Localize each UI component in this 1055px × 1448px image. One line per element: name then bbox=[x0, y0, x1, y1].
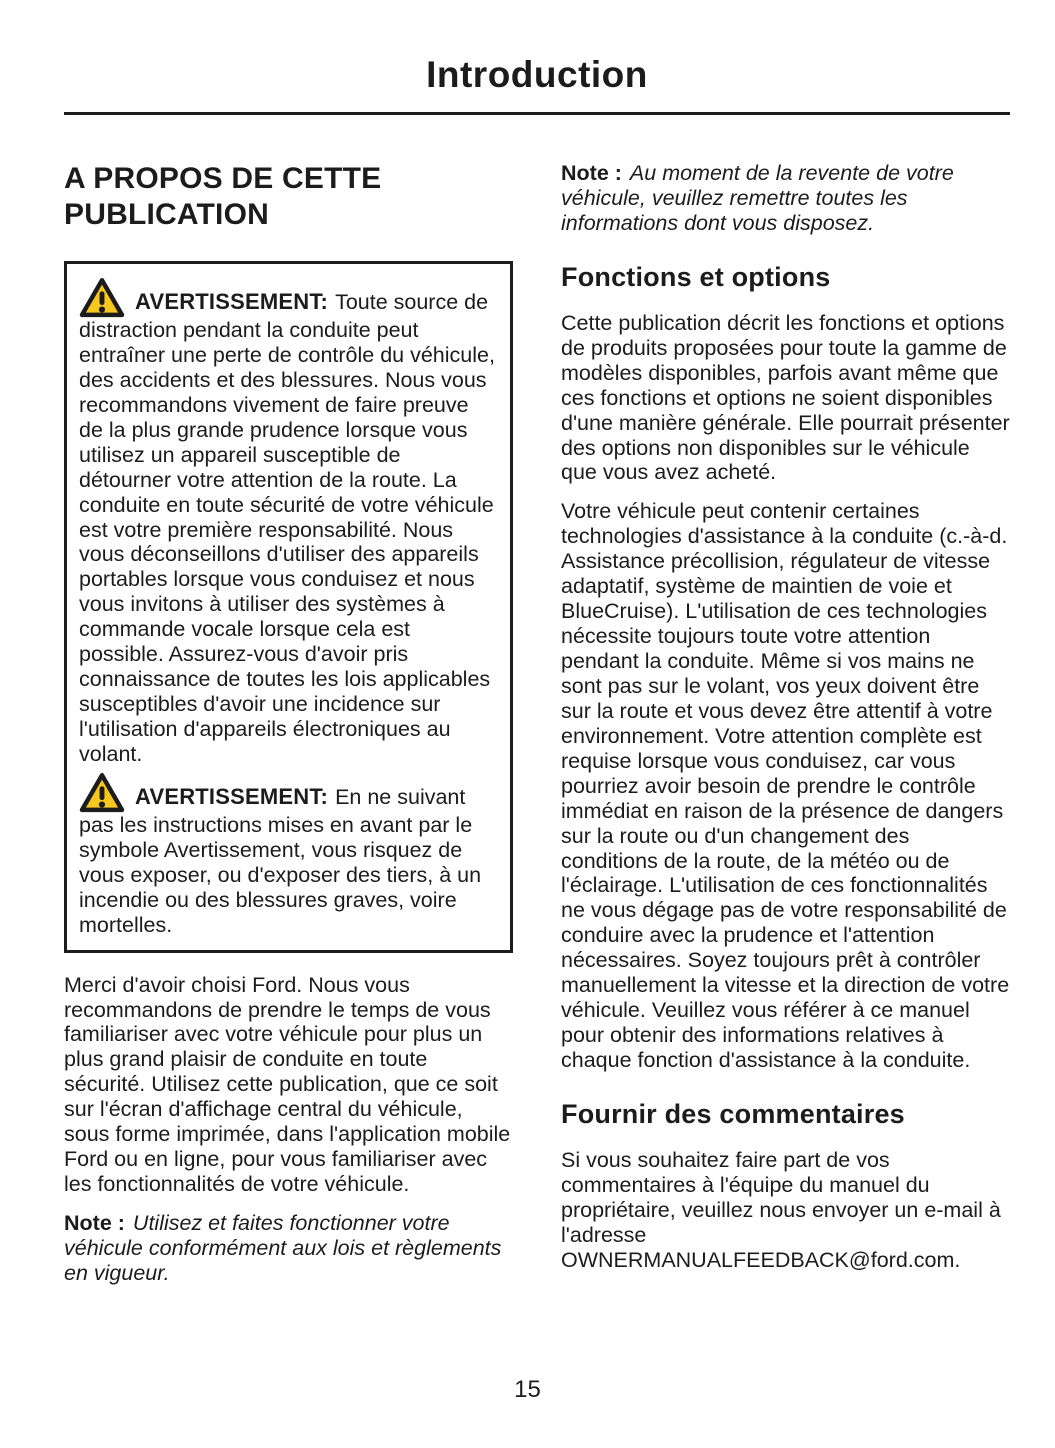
warning-triangle-icon bbox=[79, 773, 135, 813]
heading-fournir-des-commentaires: Fournir des commentaires bbox=[561, 1098, 905, 1129]
warning-label: AVERTISSEMENT: bbox=[135, 783, 329, 809]
warning-triangle-icon bbox=[79, 278, 135, 318]
note-paragraph bbox=[561, 161, 1010, 236]
body-paragraph: Si vous souhaitez faire part de vos commentaires à l'équipe du manuel du propriétaire, veuillez nous envoyer un e-mail à l'adresse OWNERMANUALFEEDBACK@ford.com. bbox=[561, 1147, 1001, 1272]
warning-item bbox=[79, 773, 498, 938]
warning-text: En ne suivant pas les instructions mises en avant par le symbole Avertissement, vous risquez de vous exposer, ou d'exposer des tiers, à un incendie ou des blessures graves, voire mortelles. bbox=[79, 784, 482, 937]
warning-text: Toute source de distraction pendant la conduite peut entraîner une perte de contrôle du véhicule, des accidents et des blessures. Nous vous recommandons vivement de faire preuve de la plus grande prudence lorsque vous utilisez un appareil susceptible de détourner votre attention de la route. La conduite en toute sécurité de votre véhicule est votre première responsabilité. Nous vous déconseillons d'utiliser des appareils portables lorsque vous conduisez et nous vous invitons à utiliser des systèmes à commande vocale lorsque cela est possible. Assurez-vous d'avoir pris connaissance de toutes les lois applicables susceptibles d'avoir une incidence sur l'utilisation d'appareils électroniques au volant. bbox=[79, 290, 495, 766]
body-paragraph: Merci d'avoir choisi Ford. Nous vous recommandons de prendre le temps de vous familiariser avec votre véhicule pour plus un plus grand plaisir de conduite en toute sécurité. Utilisez cette publication, que ce soit sur l'écran d'affichage central du véhicule, sous forme imprimée, dans l'application mobile Ford ou en ligne, pour vous familiariser avec les fonctionnalités de votre véhicule. bbox=[64, 972, 511, 1197]
note-text: Au moment de la revente de votre véhicule, veuillez remettre toutes les informations dont vous disposez. bbox=[561, 161, 954, 235]
warning-box bbox=[64, 261, 513, 953]
two-column-layout bbox=[64, 161, 1010, 1300]
note-label: Note : bbox=[64, 1211, 125, 1235]
warning-label: AVERTISSEMENT: bbox=[135, 289, 329, 314]
page-title: Introduction bbox=[426, 54, 648, 95]
left-column bbox=[64, 161, 513, 1300]
page-number: 15 bbox=[514, 1376, 541, 1403]
warning-item bbox=[79, 278, 498, 767]
heading-fonctions-et-options: Fonctions et options bbox=[561, 261, 831, 292]
section-heading-about: A PROPOS DE CETTE PUBLICATION bbox=[64, 162, 382, 231]
body-paragraph: Cette publication décrit les fonctions et options de produits proposées pour toute la gamme de modèles disponibles, parfois avant même que ces fonctions et options ne soient disponibles d'une manière générale. Elle pourrait présenter des options non disponibles sur le véhicule que vous avez acheté. bbox=[561, 310, 1010, 485]
body-paragraph: Votre véhicule peut contenir certaines technologies d'assistance à la conduite (c.-à-d. Assistance précollision, régulateur de vitesse adaptatif, système de maintien de voie et BlueCruise). L'utilisation de ces technologies nécessite toujours toute votre attention pendant la conduite. Même si vos mains ne sont pas sur le volant, vos yeux doivent être sur la route et vous devez être attentif à votre environnement. Votre attention complète est requise lorsque vous conduisez, car vous pourriez avoir besoin de prendre le contrôle immédiat en raison de la présence de dangers sur la route ou d'un changement des conditions de la route, de la météo ou de l'éclairage. L'utilisation de ces fonctionnalités ne vous dégage pas de votre responsabilité de conduire avec la prudence et l'attention nécessaires. Soyez toujours prêt à contrôler manuellement la vitesse et la direction de votre véhicule. Veuillez vous référer à ce manuel pour obtenir des informations relatives à chaque fonction d'assistance à la conduite. bbox=[561, 499, 1010, 1072]
title-rule bbox=[64, 112, 1010, 115]
note-paragraph bbox=[64, 1211, 513, 1286]
note-label: Note : bbox=[561, 161, 622, 185]
note-text: Utilisez et faites fonctionner votre véhicule conformément aux lois et règlements en vigueur. bbox=[64, 1211, 502, 1285]
right-column bbox=[561, 161, 1010, 1300]
